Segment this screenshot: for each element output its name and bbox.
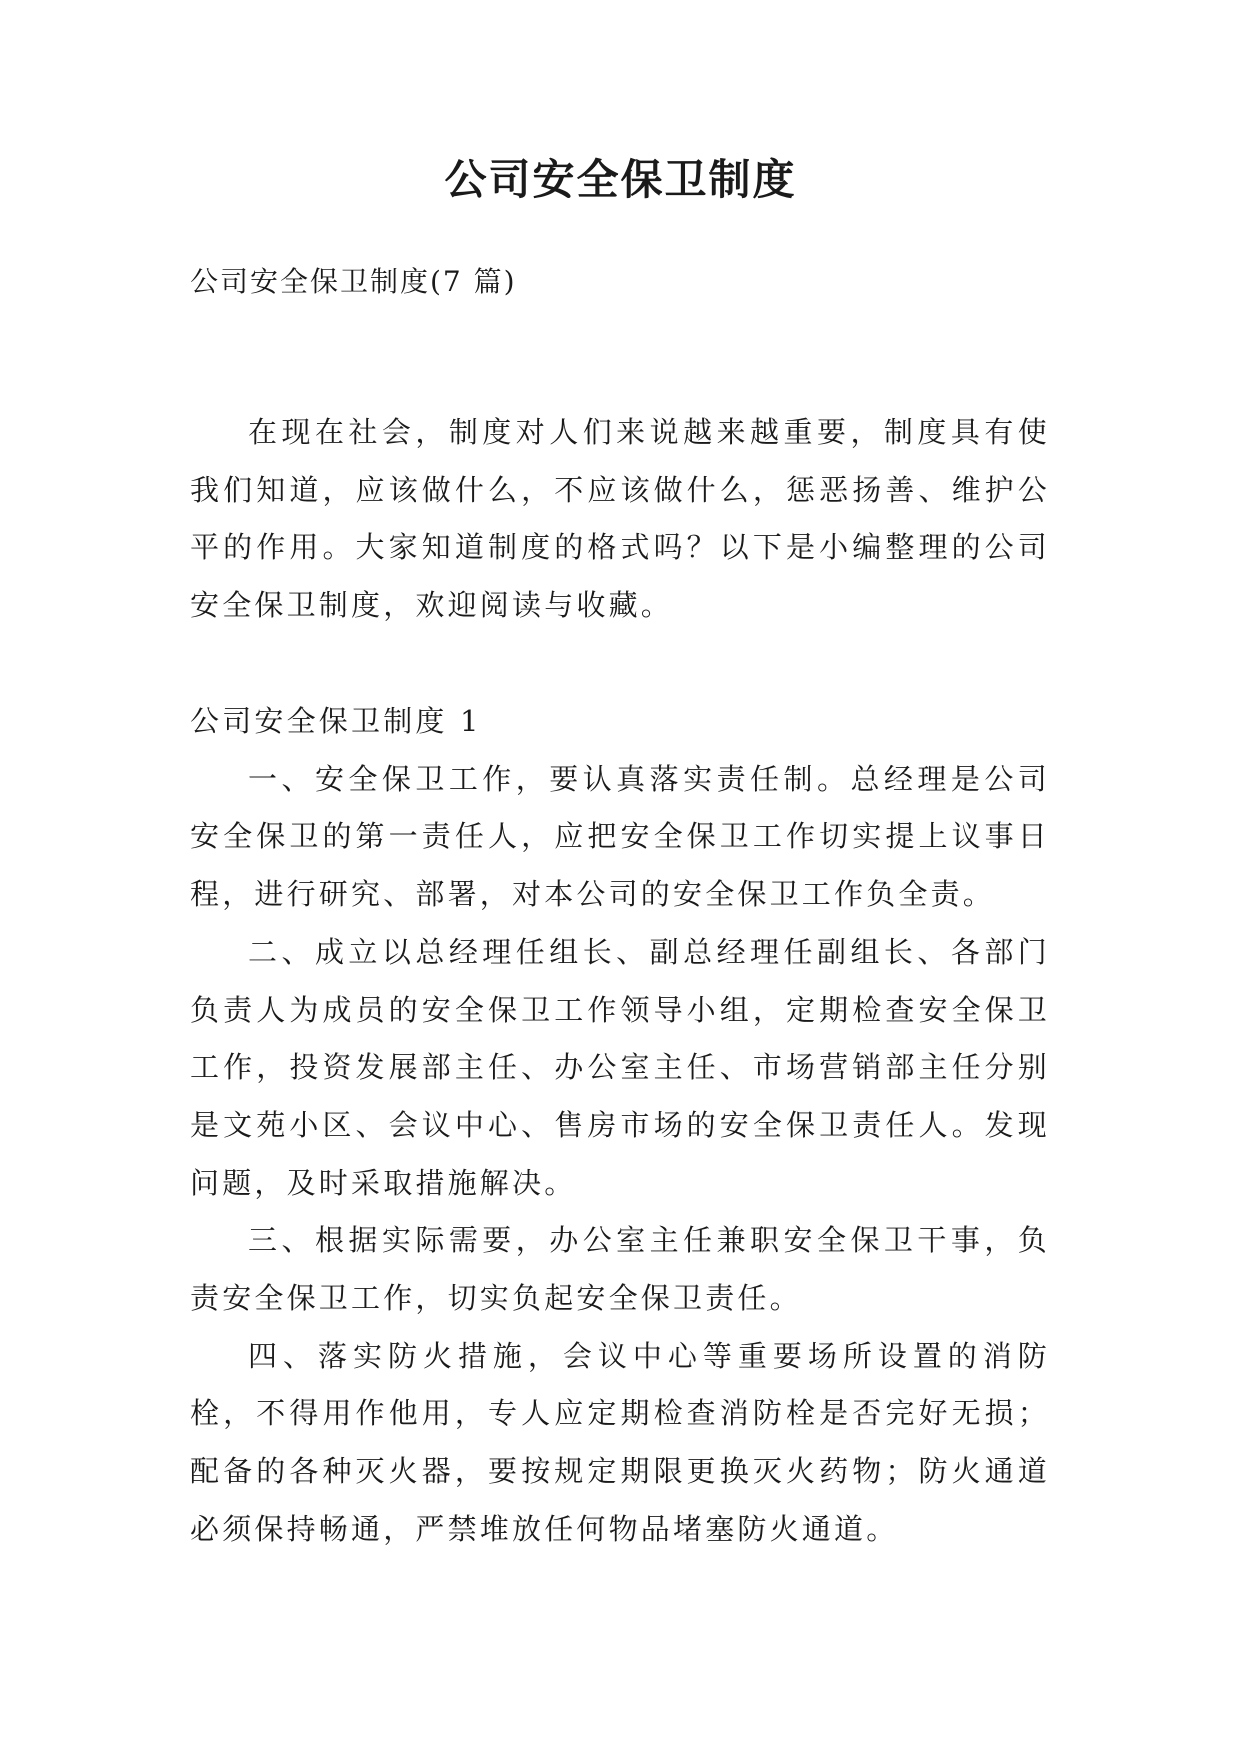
paragraph-3: 三、根据实际需要，办公室主任兼职安全保卫干事，负责安全保卫工作，切实负起安全保卫责任。 <box>190 1223 1050 1316</box>
document-subtitle: 公司安全保卫制度(7 篇) <box>190 265 517 298</box>
paragraph-1: 一、安全保卫工作，要认真落实责任制。总经理是公司安全保卫的第一责任人，应把安全保卫工作切实提上议事日程，进行研究、部署，对本公司的安全保卫工作负全责。 <box>190 761 1050 912</box>
document-title: 公司安全保卫制度 <box>444 155 797 204</box>
paragraph-4: 四、落实防火措施，会议中心等重要场所设置的消防栓，不得用作他用，专人应定期检查消防栓是否完好无损；配备的各种灭火器，要按规定期限更换灭火药物；防火通道必须保持畅通，严禁堆放任何物品堵塞防火通道。 <box>190 1338 1050 1546</box>
section-1 <box>190 693 1050 1559</box>
paragraph-2: 二、成立以总经理任组长、副总经理任副组长、各部门负责人为成员的安全保卫工作领导小组，定期检查安全保卫工作，投资发展部主任、办公室主任、市场营销部主任分别是文苑小区、会议中心、售房市场的安全保卫责任人。发现问题，及时采取措施解决。 <box>190 934 1050 1200</box>
section-title: 公司安全保卫制度 1 <box>190 704 482 738</box>
intro-paragraph: 在现在社会，制度对人们来说越来越重要，制度具有使我们知道，应该做什么，不应该做什么，惩恶扬善、维护公平的作用。大家知道制度的格式吗？以下是小编整理的公司安全保卫制度，欢迎阅读与收藏。 <box>190 415 1050 623</box>
intro-block <box>190 404 1050 635</box>
